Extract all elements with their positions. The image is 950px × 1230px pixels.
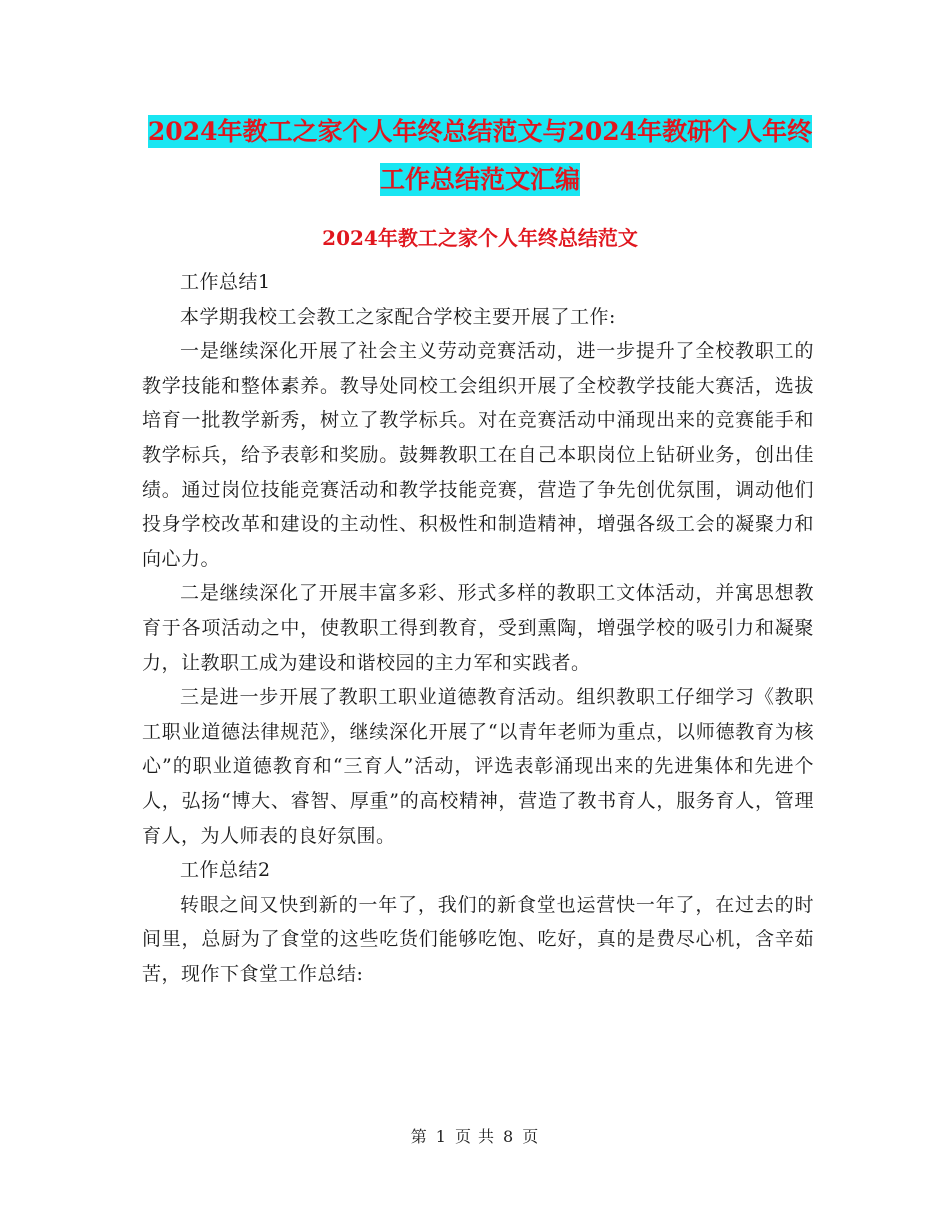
footer-total-pages: 8 — [503, 1127, 515, 1146]
paragraph-heading-1: 工作总结1 — [180, 271, 271, 293]
document-title-text: 2024年教工之家个人年终总结范文与2024年教研个人年终工作总结范文汇编 — [147, 117, 813, 194]
paragraph: 转眼之间又快到新的一年了，我们的新食堂也运营快一年了，在过去的时间里，总厨为了食堂的这些吃货们能够吃饱、吃好，真的是费尽心机，含辛茹苦，现作下食堂工作总结: — [142, 893, 814, 985]
footer-middle: 页 共 — [454, 1127, 496, 1146]
paragraph: 二是继续深化了开展丰富多彩、形式多样的教职工文体活动，并寓思想教育于各项活动之中，使教职工得到教育，受到熏陶，增强学校的吸引力和凝聚力，让教职工成为建设和谐校园的主力军和实践者。 — [142, 582, 814, 674]
paragraph: 三是进一步开展了教职工职业道德教育活动。组织教职工仔细学习《教职工职业道德法律规范》，继续深化开展了“以青年老师为重点，以师德教育为核心”的职业道德教育和“三育人”活动，评选表彰涌现出来的先进集体和先进个人，弘扬“博大、睿智、厚重”的高校精神，营造了教书育人，服务育人，管理育人，为人师表的良好氛围。 — [142, 686, 814, 847]
paragraph: 本学期我校工会教工之家配合学校主要开展了工作: — [180, 305, 616, 328]
paragraph-heading-2: 工作总结2 — [180, 859, 271, 882]
paragraph: 一是继续深化开展了社会主义劳动竞赛活动，进一步提升了全校教职工的教学技能和整体素养。教导处同校工会组织开展了全校教学技能大赛活，选拔培育一批教学新秀，树立了教学标兵。对在竞赛活动中涌现出来的竞赛能手和教学标兵，给予表彰和奖励。鼓舞教职工在自己本职岗位上钻研业务，创出佳绩。通过岗位技能竞赛活动和教学技能竞赛，营造了争先创优氛围，调动他们投身学校改革和建设的主动性、积极性和制造精神，增强各级工会的凝聚力和向心力。 — [142, 340, 814, 570]
section-title: 2024年教工之家个人年终总结范文 — [322, 226, 638, 250]
footer-page-number: 1 — [435, 1127, 447, 1146]
page-footer — [0, 1124, 950, 1147]
footer-prefix: 第 — [410, 1127, 428, 1146]
document-title — [140, 108, 820, 204]
document-body — [142, 265, 814, 991]
footer-suffix: 页 — [522, 1127, 540, 1146]
